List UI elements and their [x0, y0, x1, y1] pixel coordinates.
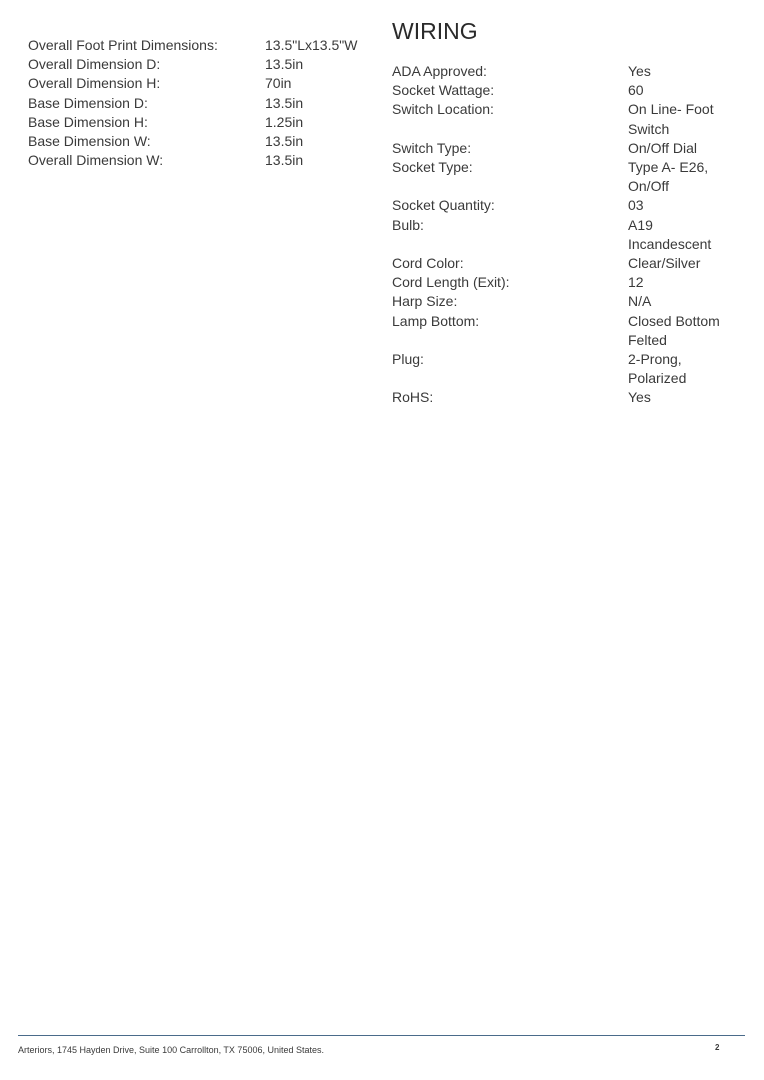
dimension-value: 13.5in [265, 56, 304, 73]
wiring-row [392, 254, 742, 273]
wiring-label: Bulb: [392, 216, 424, 233]
wiring-value: N/A [628, 293, 652, 310]
dimension-label: Overall Dimension D: [28, 56, 161, 73]
wiring-row [392, 158, 742, 196]
wiring-label: Harp Size: [392, 293, 458, 310]
dimension-row [28, 151, 368, 170]
wiring-row [392, 273, 742, 292]
footer-divider [18, 1035, 745, 1036]
dimension-label: Overall Dimension W: [28, 152, 164, 169]
wiring-value: 03 [628, 197, 644, 214]
wiring-label: Lamp Bottom: [392, 312, 480, 329]
wiring-row [392, 388, 742, 407]
dimension-label: Base Dimension D: [28, 94, 148, 111]
page-number: 2 [715, 1043, 720, 1052]
wiring-value: 12 [628, 274, 644, 291]
dimension-row [28, 55, 368, 74]
dimension-row [28, 74, 368, 93]
wiring-value: 60 [628, 82, 644, 99]
wiring-label: ADA Approved: [392, 63, 487, 79]
wiring-value: On Line- Foot Switch [628, 101, 714, 137]
wiring-row [392, 62, 742, 81]
dimension-value: 70in [265, 75, 292, 92]
wiring-value: On/Off Dial [628, 139, 697, 156]
dimension-row [28, 132, 368, 151]
wiring-row [392, 100, 742, 138]
wiring-section [392, 14, 742, 408]
wiring-row [392, 81, 742, 100]
wiring-value: A19 Incandescent [628, 216, 712, 252]
wiring-row [392, 216, 742, 254]
dimensions-table [28, 36, 368, 170]
wiring-value: Yes [628, 389, 651, 406]
wiring-row [392, 350, 742, 388]
dimension-row [28, 36, 368, 55]
dimension-value: 13.5"Lx13.5"W [265, 37, 358, 53]
wiring-label: Plug: [392, 351, 424, 368]
wiring-label: RoHS: [392, 389, 434, 406]
footer-address: Arteriors, 1745 Hayden Drive, Suite 100 Carrollton, TX 75006, United States. [18, 1045, 324, 1055]
wiring-label: Switch Type: [392, 139, 472, 156]
wiring-value: 2-Prong, Polarized [628, 351, 687, 387]
dimension-label: Base Dimension H: [28, 113, 148, 130]
wiring-label: Socket Quantity: [392, 197, 495, 214]
wiring-label: Socket Type: [392, 159, 473, 176]
wiring-value: Yes [628, 63, 651, 79]
wiring-label: Socket Wattage: [392, 82, 495, 99]
wiring-row [392, 196, 742, 215]
dimension-row [28, 113, 368, 132]
wiring-row [392, 292, 742, 311]
wiring-row [392, 139, 742, 158]
wiring-row [392, 312, 742, 350]
wiring-value: Type A- E26, On/Off [628, 159, 709, 195]
wiring-label: Cord Length (Exit): [392, 274, 510, 291]
dimension-row [28, 94, 368, 113]
dimension-value: 13.5in [265, 152, 304, 169]
wiring-value: Closed Bottom Felted [628, 312, 720, 348]
wiring-heading: WIRING [392, 18, 478, 44]
dimension-label: Overall Dimension H: [28, 75, 161, 92]
dimension-label: Overall Foot Print Dimensions: [28, 37, 218, 53]
wiring-label: Cord Color: [392, 255, 464, 272]
dimension-value: 13.5in [265, 133, 304, 150]
dimension-value: 13.5in [265, 94, 304, 111]
dimension-value: 1.25in [265, 113, 304, 130]
wiring-label: Switch Location: [392, 101, 494, 118]
wiring-value: Clear/Silver [628, 255, 701, 272]
dimension-label: Base Dimension W: [28, 133, 151, 150]
